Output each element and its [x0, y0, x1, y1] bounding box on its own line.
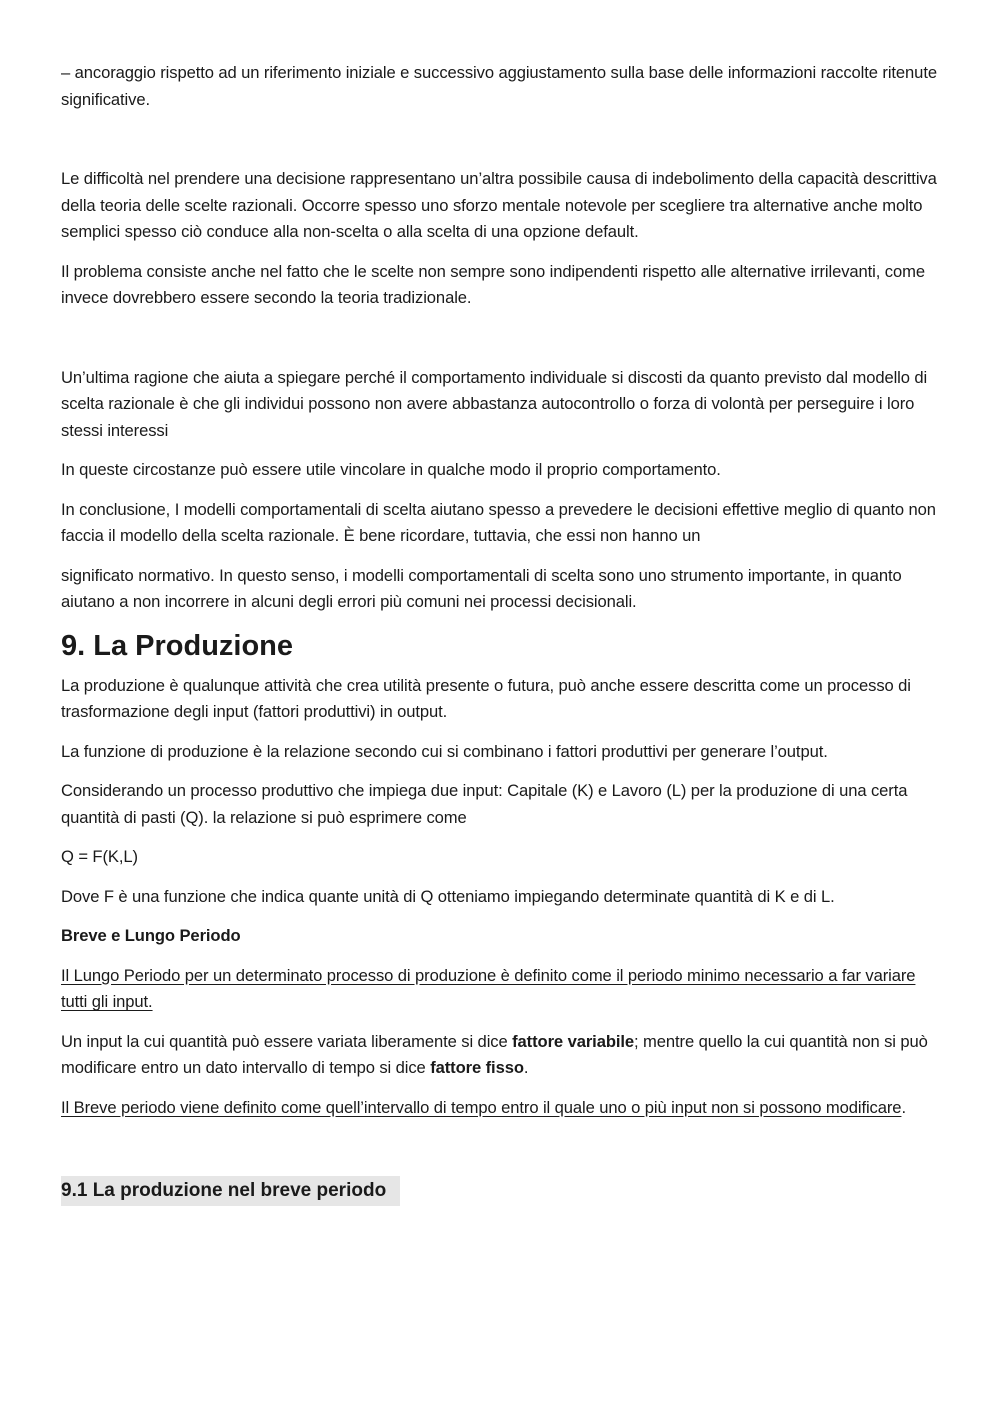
short-period-definition: Il Breve periodo viene definito come quell’intervallo di tempo entro il quale uno o più input non si possono modificare: [61, 1097, 902, 1117]
section-title-production: 9. La Produzione: [61, 629, 294, 662]
formula: Q = F(K,L): [61, 847, 138, 866]
paragraph-normative: significato normativo. In questo senso, i modelli comportamentali di scelta sono uno strumento importante, in quanto aiutano a non incorrere in alcuni degli errori più comuni nei processi decisionali.: [61, 565, 902, 611]
text-segment: .: [523, 1058, 529, 1077]
paragraph-short-period: [61, 1095, 941, 1122]
paragraph-irrelevant-alternatives: Il problema consiste anche nel fatto che le scelte non sempre sono indipendenti rispetto alle alternative irrilevanti, come invece dovrebbero essere secondo la teoria tradizionale.: [61, 261, 925, 307]
text-segment: ; mentre quello la cui quantità non si può modificare entro un dato intervallo di tempo si dice: [61, 1031, 928, 1077]
paragraph-self-control: Un’ultima ragione che aiuta a spiegare perché il comportamento individuale si discosti da quanto previsto dal modello di scelta razionale è che gli individui possono non avere abbastanza autocontrollo o forza di volontà per perseguire i loro stessi interessi: [61, 367, 928, 440]
paragraph-constraints: In queste circostanze può essere utile vincolare in qualche modo il proprio comportamento.: [61, 460, 721, 479]
paragraph-production-function: La funzione di produzione è la relazione secondo cui si combinano i fattori produttivi per generare l’output.: [61, 741, 828, 761]
paragraph-conclusion: In conclusione, I modelli comportamentali di scelta aiutano spesso a prevedere le decisioni effettive meglio di quanto non faccia il modello della scelta razionale. È bene ricordare, tuttavia, che essi non hanno un: [61, 499, 936, 545]
text-segment: Un input la cui quantità può essere variata liberamente si dice: [61, 1031, 513, 1051]
paragraph-production-definition: La produzione è qualunque attività che crea utilità presente o futura, può anche essere descritta come un processo di trasformazione degli input (fattori produttivi) in output.: [61, 675, 911, 721]
paragraph-variable-fixed-factor: [61, 1029, 941, 1082]
paragraph-function-f: Dove F è una funzione che indica quante unità di Q otteniamo impiegando determinate quantità di K e di L.: [61, 886, 835, 906]
paragraph-anchoring: – ancoraggio rispetto ad un riferimento iniziale e successivo aggiustamento sulla base delle informazioni raccolte ritenute significative.: [61, 63, 937, 109]
subheading-short-long-period: Breve e Lungo Periodo: [61, 926, 241, 945]
subsection-title-short-period-production: [61, 1176, 941, 1206]
document-page: [61, 60, 941, 1206]
text-segment: .: [901, 1097, 906, 1117]
subsection-title-text: 9.1 La produzione nel breve periodo: [61, 1176, 400, 1206]
paragraph-inputs: Considerando un processo produttivo che impiega due input: Capitale (K) e Lavoro (L) per la produzione di una certa quantità di pasti (Q). la relazione si può esprimere come: [61, 781, 908, 827]
term-fixed-factor: fattore fisso: [430, 1058, 524, 1077]
paragraph-decision-difficulty: Le difficoltà nel prendere una decisione rappresentano un’altra possibile causa di indebolimento della capacità descrittiva della teoria delle scelte razionali. Occorre spesso uno sforzo mentale notevole per scegliere tra alternative anche molto semplici spesso ciò conduce alla non-scelta o alla scelta di una opzione default.: [61, 169, 937, 241]
term-variable-factor: fattore variabile: [512, 1031, 635, 1051]
paragraph-long-period: Il Lungo Periodo per un determinato processo di produzione è definito come il periodo minimo necessario a far variare tutti gli input.: [61, 965, 916, 1011]
